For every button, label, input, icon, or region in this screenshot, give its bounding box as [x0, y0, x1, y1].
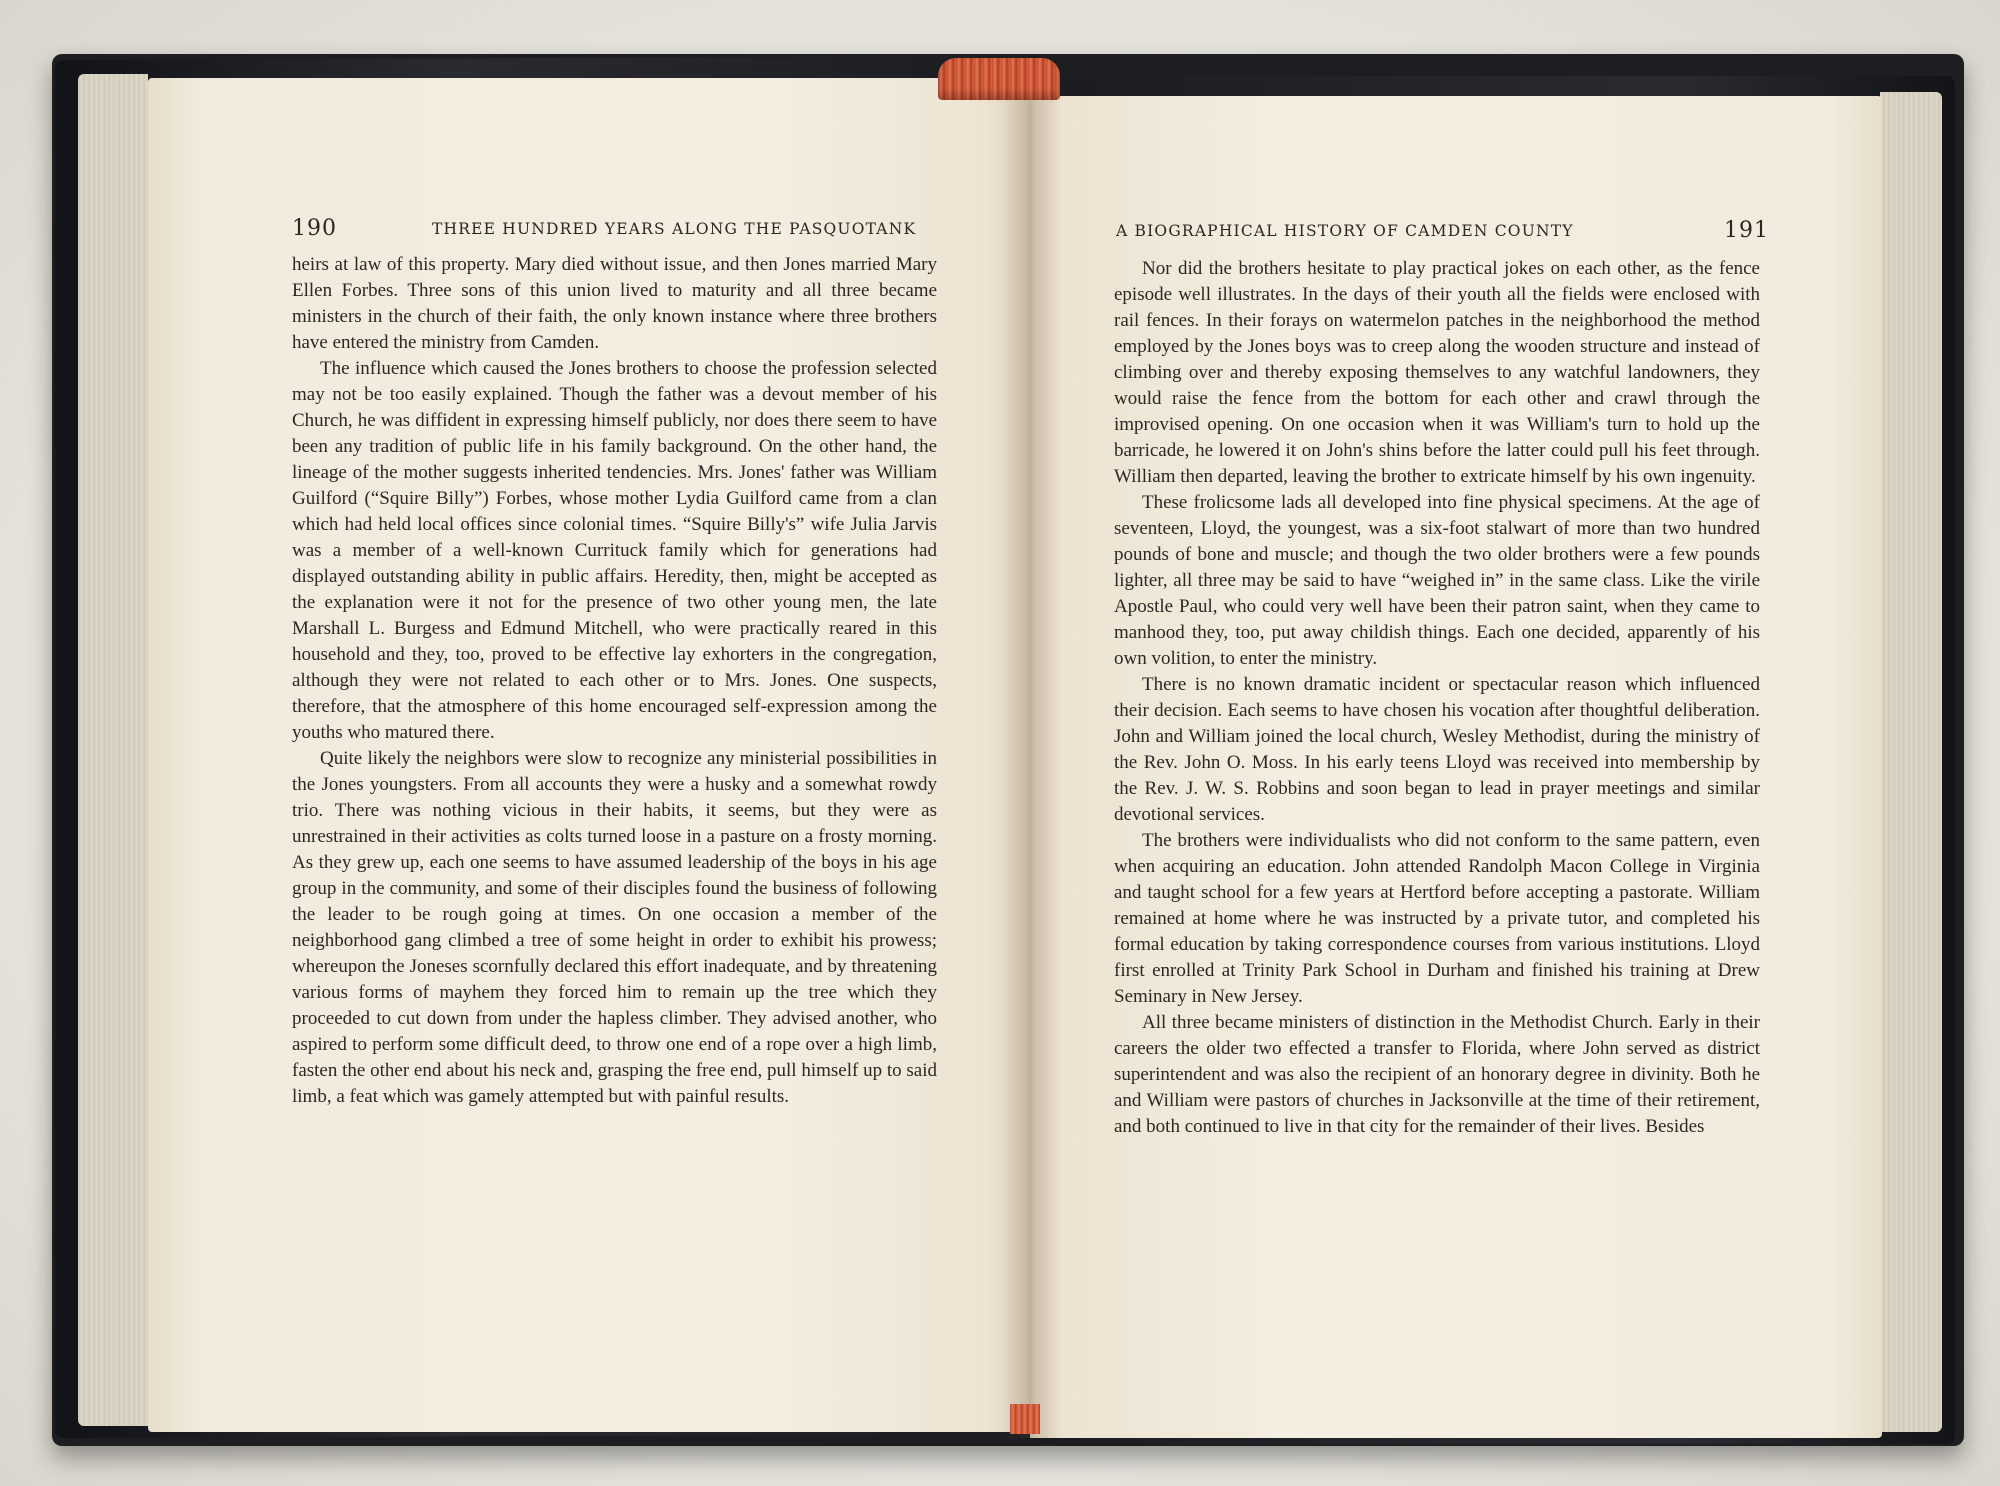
- right-page-number: 191: [1724, 218, 1769, 243]
- page-block-edge-left: [78, 74, 148, 1426]
- spine-headband: [938, 58, 1060, 100]
- right-paragraph-1: Nor did the brothers hesitate to play practical jokes on each other, as the fence episode well illustrates. In the days of their youth all the fields were enclosed with rail fences. In their forays on watermelon patches in the neighborhood the method employed by the Jones boys was to creep along the wooden structure and instead of climbing over and thereby exposing themselves to any watchful landowners, they would raise the fence from the bottom for each other and crawl through the improvised opening. On one occasion when it was William's turn to hold up the barricade, he lowered it on John's shins before the latter could pull his feet through. William then departed, leaving the brother to extricate himself by his own ingenuity.: [1114, 258, 1760, 487]
- right-paragraph-5: All three became ministers of distinction in the Methodist Church. Early in their careers the older two effected a transfer to Florida, where John served as district superintendent and was also the recipient of an honorary degree in divinity. Both he and William were pastors of churches in Jacksonville at the time of their retirement, and both continued to live in that city for the remainder of their lives. Besides: [1114, 1012, 1760, 1137]
- spine-tailband: [1010, 1404, 1040, 1434]
- page-block-edge-right: [1880, 92, 1942, 1432]
- right-paragraph-2: These frolicsome lads all developed into fine physical specimens. At the age of seventeen, Lloyd, the youngest, was a six-foot stalwart of more than two hundred pounds of bone and muscle; and though the two older brothers were a few pounds lighter, all three may be said to have “weighed in” in the same class. Like the virile Apostle Paul, who could very well have been their patron saint, when they came to manhood they, too, put away childish things. Each one decided, apparently of his own volition, to enter the ministry.: [1114, 492, 1760, 669]
- left-page-number: 190: [292, 216, 337, 241]
- right-running-head: A BIOGRAPHICAL HISTORY OF CAMDEN COUNTY: [1116, 222, 1574, 240]
- right-paragraph-4: The brothers were individualists who did not conform to the same pattern, even when acquiring an education. John attended Randolph Macon College in Virginia and taught school for a few years at Hertford before accepting a pastorate. William remained at home where he was instructed by a private tutor, and completed his formal education by taking correspondence courses from various institutions. Lloyd first enrolled at Trinity Park School in Durham and finished his training at Drew Seminary in New Jersey.: [1114, 830, 1760, 1007]
- left-paragraph-1: heirs at law of this property. Mary died without issue, and then Jones married Mary Ellen Forbes. Three sons of this union lived to maturity and all three became ministers in the church of their faith, the only known instance where three brothers have entered the ministry from Camden.: [292, 254, 937, 353]
- left-page-body: [292, 252, 937, 1110]
- left-paragraph-2: The influence which caused the Jones brothers to choose the profession selected may not be too easily explained. Though the father was a devout member of his Church, he was diffident in expressing himself publicly, nor does there seem to have been any tradition of public life in his family background. On the other hand, the lineage of the mother suggests inherited tendencies. Mrs. Jones' father was William Guilford (“Squire Billy”) Forbes, whose mother Lydia Guilford came from a clan which had held local offices since colonial times. “Squire Billy's” wife Julia Jarvis was a member of a well-known Currituck family which for generations had displayed outstanding ability in public affairs. Heredity, then, might be accepted as the explanation were it not for the presence of two other young men, the late Marshall L. Burgess and Edmund Mitchell, who were practically reared in this household and they, too, proved to be effective lay exhorters in the congregation, although they were not related to each other or to Mrs. Jones. One suspects, therefore, that the atmosphere of this home encouraged self-expression among the youths who matured there.: [292, 358, 937, 743]
- left-paragraph-3: Quite likely the neighbors were slow to recognize any ministerial possibilities in the Jones youngsters. From all accounts they were a husky and a somewhat rowdy trio. There was nothing vicious in their habits, it seems, but they were as unrestrained in their activities as colts turned loose in a pasture on a frosty morning. As they grew up, each one seems to have assumed leadership of the boys in his age group in the community, and some of their disciples found the business of following the leader to be rough going at times. On one occasion a member of the neighborhood gang climbed a tree of some height in order to exhibit his prowess; whereupon the Joneses scornfully declared this effort inadequate, and by threatening various forms of mayhem they forced him to remain up the tree which they proceeded to cut down from under the hapless climber. They advised another, who aspired to perform some difficult deed, to throw one end of a rope over a high limb, fasten the other end about his neck and, grasping the free end, pull himself up to said limb, a feat which was gamely attempted but with painful results.: [292, 748, 937, 1107]
- right-paragraph-3: There is no known dramatic incident or spectacular reason which influenced their decision. Each seems to have chosen his vocation after thoughtful deliberation. John and William joined the local church, Wesley Methodist, during the ministry of the Rev. John O. Moss. In his early teens Lloyd was received into membership by the Rev. J. W. S. Robbins and soon began to lead in prayer meetings and similar devotional services.: [1114, 674, 1760, 825]
- left-running-head: THREE HUNDRED YEARS ALONG THE PASQUOTANK: [432, 220, 917, 238]
- right-page-body: [1114, 256, 1760, 1140]
